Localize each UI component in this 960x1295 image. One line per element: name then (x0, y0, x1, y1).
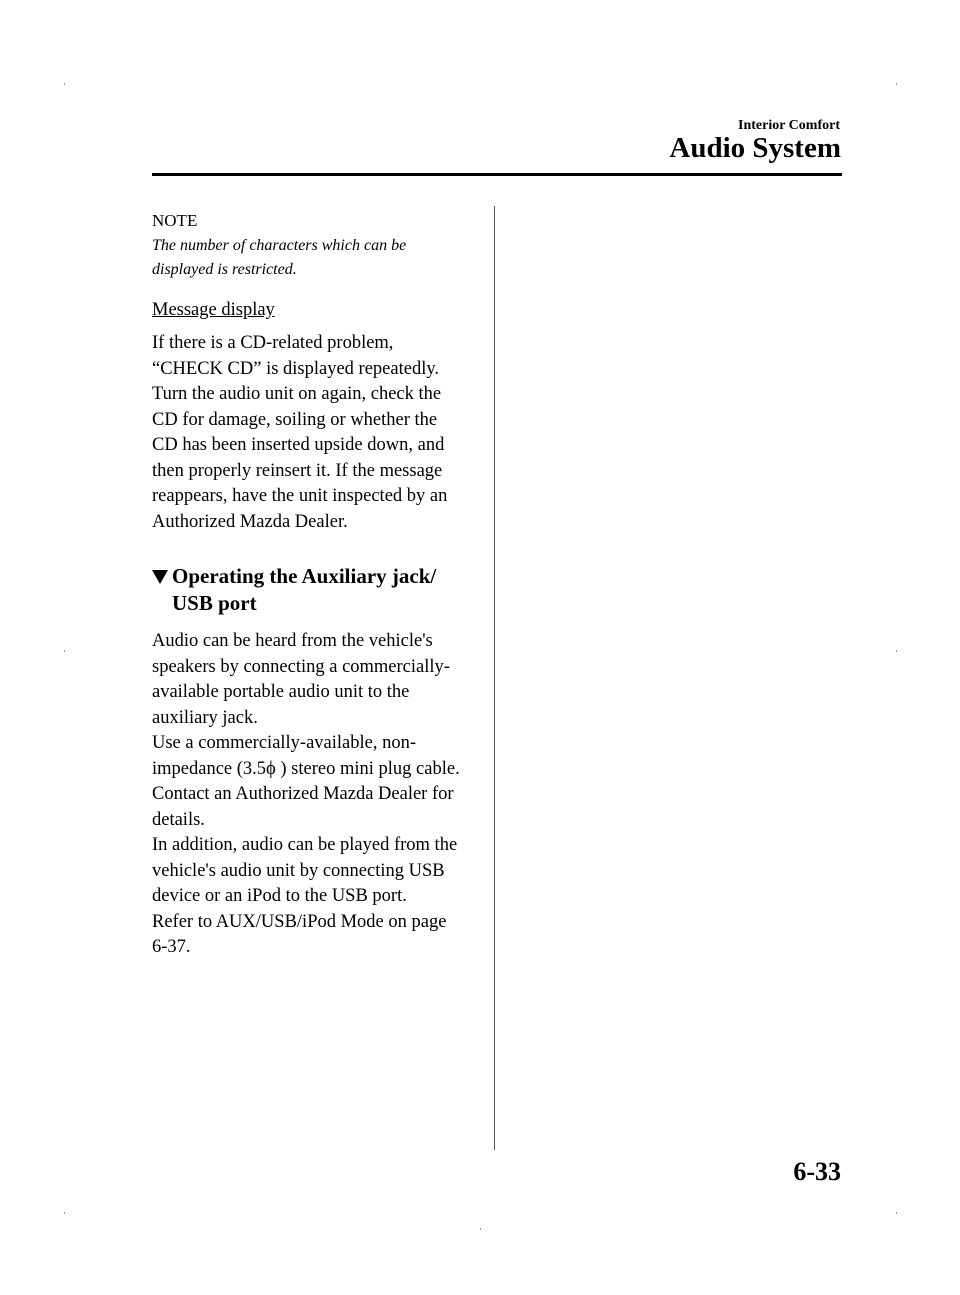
text-line: Authorized Mazda Dealer. (152, 511, 348, 532)
message-display-heading: Message display (152, 300, 275, 320)
heading-line: USB port (172, 591, 257, 615)
column-divider (494, 206, 495, 1150)
text-line: reappears, have the unit inspected by an (152, 486, 448, 506)
text-line: Use a commercially-available, non- (152, 733, 417, 753)
section-label: Interior Comfort (738, 118, 840, 133)
note-text (152, 234, 482, 282)
section-triangle-icon (152, 570, 168, 584)
text-line: impedance (3.5ϕ ) stereo mini plug cable. (152, 758, 460, 779)
left-column (152, 210, 482, 961)
text-line: vehicle's audio unit by connecting USB (152, 860, 445, 881)
text-line: In addition, audio can be played from the (152, 835, 458, 855)
note-line: displayed is restricted. (152, 261, 297, 278)
text-line: Refer to AUX/USB/iPod Mode on page (152, 911, 447, 932)
text-line: CD for damage, soiling or whether the (152, 409, 438, 430)
text-line: Audio can be heard from the vehicle's (152, 631, 433, 651)
text-line: available portable audio unit to the (152, 682, 410, 702)
text-line: Turn the audio unit on again, check the (152, 384, 442, 404)
crop-mark (480, 1228, 481, 1230)
text-line: Contact an Authorized Mazda Dealer for (152, 784, 454, 804)
message-display-body (152, 331, 482, 535)
text-line: auxiliary jack. (152, 707, 258, 728)
note-label: NOTE (152, 211, 198, 230)
text-line: CD has been inserted upside down, and (152, 435, 445, 455)
aux-section-heading (152, 563, 482, 617)
crop-mark (896, 650, 897, 652)
crop-mark (64, 650, 65, 652)
note-line: The number of characters which can be (152, 237, 407, 254)
text-line: details. (152, 809, 205, 830)
header-divider (152, 173, 842, 176)
crop-mark (64, 1212, 65, 1214)
crop-mark (896, 83, 897, 85)
aux-section-body (152, 629, 482, 961)
text-line: speakers by connecting a commercially- (152, 656, 450, 677)
text-line: 6-37. (152, 937, 191, 957)
page-title: Audio System (669, 132, 841, 164)
page-number: 6-33 (793, 1157, 841, 1186)
text-line: then properly reinsert it. If the message (152, 460, 443, 481)
text-line: If there is a CD-related problem, (152, 333, 394, 353)
text-line: device or an iPod to the USB port. (152, 886, 407, 906)
crop-mark (896, 1212, 897, 1214)
crop-mark (64, 83, 65, 85)
text-line: “CHECK CD” is displayed repeatedly. (152, 358, 440, 379)
heading-line: Operating the Auxiliary jack/ (172, 564, 437, 588)
